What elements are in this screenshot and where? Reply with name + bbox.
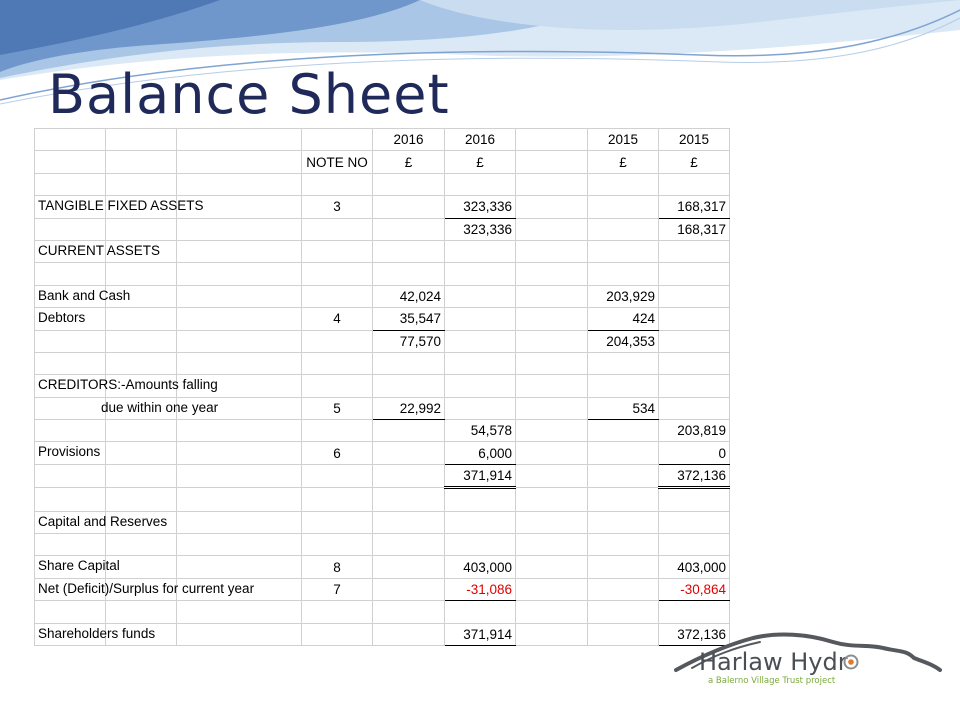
value-2016-sub bbox=[373, 578, 445, 600]
table-row bbox=[35, 263, 730, 285]
label-filler-cell bbox=[106, 420, 177, 442]
label-filler-cell bbox=[177, 420, 302, 442]
row-label bbox=[35, 173, 106, 195]
value-2015-total bbox=[659, 375, 730, 397]
value-2015-total bbox=[659, 308, 730, 330]
note-cell: 5 bbox=[302, 397, 373, 419]
value-2016-total bbox=[445, 375, 516, 397]
value-2015-total bbox=[659, 511, 730, 533]
value-2016-total: 323,336 bbox=[445, 196, 516, 218]
spacer-cell bbox=[516, 308, 588, 330]
value-2016-sub bbox=[373, 196, 445, 218]
value-2016-sub: 42,024 bbox=[373, 285, 445, 307]
year-header: 2015 bbox=[588, 129, 659, 151]
table-row bbox=[35, 556, 730, 578]
value-2015-total bbox=[659, 240, 730, 262]
value-2016-total: 371,914 bbox=[445, 464, 516, 487]
value-2016-sub: 77,570 bbox=[373, 330, 445, 352]
note-cell bbox=[302, 511, 373, 533]
note-cell: 6 bbox=[302, 442, 373, 464]
value-2015-total: 203,819 bbox=[659, 420, 730, 442]
spacer-cell bbox=[516, 330, 588, 352]
value-2015-sub bbox=[588, 173, 659, 195]
row-label bbox=[35, 464, 106, 487]
value-2015-sub bbox=[588, 375, 659, 397]
value-2016-total: 54,578 bbox=[445, 420, 516, 442]
value-2016-total bbox=[445, 263, 516, 285]
row-label-text: Bank and Cash bbox=[38, 287, 131, 303]
value-2015-total: 0 bbox=[659, 442, 730, 464]
value-2016-sub bbox=[373, 601, 445, 623]
table-row bbox=[35, 173, 730, 195]
value-2015-total bbox=[659, 330, 730, 352]
value-2016-total: 323,336 bbox=[445, 218, 516, 240]
note-cell bbox=[302, 375, 373, 397]
label-filler-cell bbox=[106, 464, 177, 487]
value-2016-total bbox=[445, 173, 516, 195]
note-cell: 8 bbox=[302, 556, 373, 578]
value-2015-sub bbox=[588, 578, 659, 600]
value-2016-total bbox=[445, 330, 516, 352]
spacer-cell bbox=[516, 173, 588, 195]
value-2015-sub: 204,353 bbox=[588, 330, 659, 352]
logo-tagline: a Balerno Village Trust project bbox=[708, 676, 836, 686]
spacer-cell bbox=[516, 397, 588, 419]
value-2015-sub bbox=[588, 352, 659, 374]
table-row bbox=[35, 375, 730, 397]
row-label bbox=[35, 308, 106, 330]
label-filler-cell bbox=[177, 464, 302, 487]
value-2016-sub bbox=[373, 511, 445, 533]
note-cell bbox=[302, 285, 373, 307]
table-row bbox=[35, 488, 730, 511]
value-2015-total: 372,136 bbox=[659, 623, 730, 645]
value-2016-total bbox=[445, 488, 516, 511]
label-filler-cell bbox=[177, 352, 302, 374]
spacer-cell bbox=[516, 375, 588, 397]
value-2016-sub bbox=[373, 218, 445, 240]
value-2016-sub bbox=[373, 240, 445, 262]
note-cell bbox=[302, 263, 373, 285]
label-filler-cell bbox=[106, 173, 177, 195]
label-filler-cell bbox=[106, 488, 177, 511]
label-filler-cell bbox=[177, 263, 302, 285]
value-2015-total: 403,000 bbox=[659, 556, 730, 578]
label-filler-cell bbox=[106, 263, 177, 285]
table-row bbox=[35, 442, 730, 464]
value-2015-total: -30,864 bbox=[659, 578, 730, 600]
row-label bbox=[35, 330, 106, 352]
row-label bbox=[35, 488, 106, 511]
table-row bbox=[35, 330, 730, 352]
table-row bbox=[35, 397, 730, 419]
row-label bbox=[35, 420, 106, 442]
spacer-cell bbox=[516, 488, 588, 511]
value-2015-total bbox=[659, 534, 730, 556]
spacer-cell bbox=[516, 578, 588, 600]
row-label-text: due within one year bbox=[101, 399, 219, 415]
label-filler-cell bbox=[177, 218, 302, 240]
table-row bbox=[35, 534, 730, 556]
row-label bbox=[35, 352, 106, 374]
table-row bbox=[35, 352, 730, 374]
value-2016-total bbox=[445, 308, 516, 330]
value-2015-sub: 534 bbox=[588, 397, 659, 419]
note-cell bbox=[302, 623, 373, 645]
year-header: 2015 bbox=[659, 129, 730, 151]
spacer-cell bbox=[516, 601, 588, 623]
label-filler-cell bbox=[177, 330, 302, 352]
row-label bbox=[35, 601, 106, 623]
row-label bbox=[35, 442, 106, 464]
value-2016-sub bbox=[373, 488, 445, 511]
row-label bbox=[35, 578, 255, 600]
row-label-text: Shareholders funds bbox=[38, 625, 156, 641]
row-label-text: Net (Deficit)/Surplus for current year bbox=[38, 580, 255, 596]
value-2015-total bbox=[659, 397, 730, 419]
value-2016-total: 371,914 bbox=[445, 623, 516, 645]
label-filler-cell bbox=[106, 534, 177, 556]
row-label bbox=[35, 240, 161, 262]
row-label-text: CURRENT ASSETS bbox=[38, 242, 161, 258]
row-label bbox=[35, 623, 156, 645]
table-row bbox=[35, 285, 730, 307]
value-2016-sub bbox=[373, 623, 445, 645]
row-label-text: Capital and Reserves bbox=[38, 513, 168, 529]
currency-header: £ bbox=[373, 151, 445, 173]
slide-title: Balance Sheet bbox=[48, 63, 450, 126]
value-2015-total: 168,317 bbox=[659, 218, 730, 240]
water-ring-icon bbox=[843, 654, 859, 670]
label-filler-cell bbox=[177, 285, 302, 307]
value-2015-total: 372,136 bbox=[659, 464, 730, 487]
value-2015-sub bbox=[588, 601, 659, 623]
value-2015-sub bbox=[588, 556, 659, 578]
note-cell bbox=[302, 601, 373, 623]
spacer-cell bbox=[516, 511, 588, 533]
spacer-cell bbox=[516, 240, 588, 262]
table-row bbox=[35, 511, 730, 533]
year-header: 2016 bbox=[373, 129, 445, 151]
value-2015-sub bbox=[588, 196, 659, 218]
row-label bbox=[35, 196, 204, 218]
value-2015-sub bbox=[588, 420, 659, 442]
row-label bbox=[35, 556, 120, 578]
spacer-cell bbox=[516, 263, 588, 285]
value-2016-total bbox=[445, 601, 516, 623]
value-2016-total bbox=[445, 240, 516, 262]
value-2016-sub bbox=[373, 263, 445, 285]
row-label bbox=[35, 218, 106, 240]
header-years-row bbox=[35, 129, 730, 151]
label-filler-cell bbox=[177, 173, 302, 195]
header-currency-row bbox=[35, 151, 730, 173]
spacer-cell bbox=[516, 623, 588, 645]
spacer-cell bbox=[516, 464, 588, 487]
note-cell: 7 bbox=[302, 578, 373, 600]
table-row bbox=[35, 601, 730, 623]
value-2016-sub bbox=[373, 420, 445, 442]
value-2016-total bbox=[445, 352, 516, 374]
table-row bbox=[35, 308, 730, 330]
row-label bbox=[35, 375, 218, 397]
logo-name: Harlaw Hydr bbox=[699, 648, 848, 676]
value-2015-sub bbox=[588, 464, 659, 487]
note-header: NOTE NO bbox=[302, 151, 373, 173]
value-2015-total bbox=[659, 173, 730, 195]
value-2016-sub bbox=[373, 464, 445, 487]
value-2016-sub bbox=[373, 556, 445, 578]
label-filler-cell bbox=[177, 556, 302, 578]
note-cell bbox=[302, 464, 373, 487]
note-cell bbox=[302, 218, 373, 240]
value-2015-sub bbox=[588, 442, 659, 464]
value-2016-sub bbox=[373, 375, 445, 397]
value-2015-sub bbox=[588, 534, 659, 556]
note-cell bbox=[302, 534, 373, 556]
note-cell bbox=[302, 240, 373, 262]
label-filler-cell bbox=[177, 488, 302, 511]
value-2015-sub bbox=[588, 263, 659, 285]
label-filler-cell bbox=[106, 330, 177, 352]
label-filler-cell bbox=[106, 601, 177, 623]
label-filler-cell bbox=[106, 442, 177, 464]
label-filler-cell bbox=[106, 218, 177, 240]
spacer-cell bbox=[516, 218, 588, 240]
currency-header: £ bbox=[588, 151, 659, 173]
value-2016-total: 403,000 bbox=[445, 556, 516, 578]
row-label bbox=[35, 511, 168, 533]
table-row bbox=[35, 240, 730, 262]
label-filler-cell bbox=[106, 308, 177, 330]
note-cell bbox=[302, 173, 373, 195]
table-row bbox=[35, 218, 730, 240]
spacer-cell bbox=[516, 352, 588, 374]
label-filler-cell bbox=[177, 442, 302, 464]
value-2016-total: -31,086 bbox=[445, 578, 516, 600]
row-label-text: Provisions bbox=[38, 444, 101, 460]
value-2016-sub: 22,992 bbox=[373, 397, 445, 419]
note-cell bbox=[302, 352, 373, 374]
table-row bbox=[35, 623, 730, 645]
spacer-cell bbox=[516, 556, 588, 578]
row-label bbox=[35, 263, 106, 285]
row-label bbox=[35, 534, 106, 556]
note-cell bbox=[302, 488, 373, 511]
spacer-cell bbox=[516, 420, 588, 442]
label-filler-cell bbox=[177, 240, 302, 262]
row-label-text: Share Capital bbox=[38, 558, 120, 574]
note-cell: 3 bbox=[302, 196, 373, 218]
value-2015-sub bbox=[588, 218, 659, 240]
row-label-text: Debtors bbox=[38, 310, 86, 326]
label-filler-cell bbox=[177, 601, 302, 623]
value-2015-total: 168,317 bbox=[659, 196, 730, 218]
value-2015-total bbox=[659, 488, 730, 511]
value-2016-sub bbox=[373, 442, 445, 464]
note-cell bbox=[302, 330, 373, 352]
value-2016-sub: 35,547 bbox=[373, 308, 445, 330]
value-2015-total bbox=[659, 263, 730, 285]
label-filler-cell bbox=[177, 511, 302, 533]
value-2016-total: 6,000 bbox=[445, 442, 516, 464]
table-row bbox=[35, 578, 730, 600]
table-row bbox=[35, 464, 730, 487]
value-2016-total bbox=[445, 397, 516, 419]
value-2015-sub bbox=[588, 511, 659, 533]
note-cell bbox=[302, 420, 373, 442]
value-2016-sub bbox=[373, 534, 445, 556]
spacer-cell bbox=[516, 196, 588, 218]
value-2015-sub bbox=[588, 240, 659, 262]
label-filler-cell bbox=[177, 623, 302, 645]
table-row bbox=[35, 196, 730, 218]
spacer-cell bbox=[516, 442, 588, 464]
table-row bbox=[35, 420, 730, 442]
value-2015-sub: 203,929 bbox=[588, 285, 659, 307]
value-2016-sub bbox=[373, 173, 445, 195]
row-label-text: TANGIBLE FIXED ASSETS bbox=[38, 198, 204, 214]
label-filler-cell bbox=[177, 308, 302, 330]
row-label bbox=[35, 397, 219, 419]
year-header: 2016 bbox=[445, 129, 516, 151]
value-2016-sub bbox=[373, 352, 445, 374]
spacer-cell bbox=[516, 534, 588, 556]
value-2015-total bbox=[659, 352, 730, 374]
value-2016-total bbox=[445, 511, 516, 533]
label-filler-cell bbox=[177, 534, 302, 556]
value-2015-total bbox=[659, 601, 730, 623]
currency-header: £ bbox=[445, 151, 516, 173]
balance-sheet-table bbox=[34, 128, 730, 646]
row-label bbox=[35, 285, 131, 307]
spacer-cell bbox=[516, 285, 588, 307]
value-2015-total bbox=[659, 285, 730, 307]
label-filler-cell bbox=[106, 352, 177, 374]
value-2016-total bbox=[445, 534, 516, 556]
value-2015-sub bbox=[588, 623, 659, 645]
note-cell: 4 bbox=[302, 308, 373, 330]
value-2015-sub bbox=[588, 488, 659, 511]
row-label-text: CREDITORS:-Amounts falling bbox=[38, 377, 218, 393]
value-2015-sub: 424 bbox=[588, 308, 659, 330]
currency-header: £ bbox=[659, 151, 730, 173]
value-2016-total bbox=[445, 285, 516, 307]
